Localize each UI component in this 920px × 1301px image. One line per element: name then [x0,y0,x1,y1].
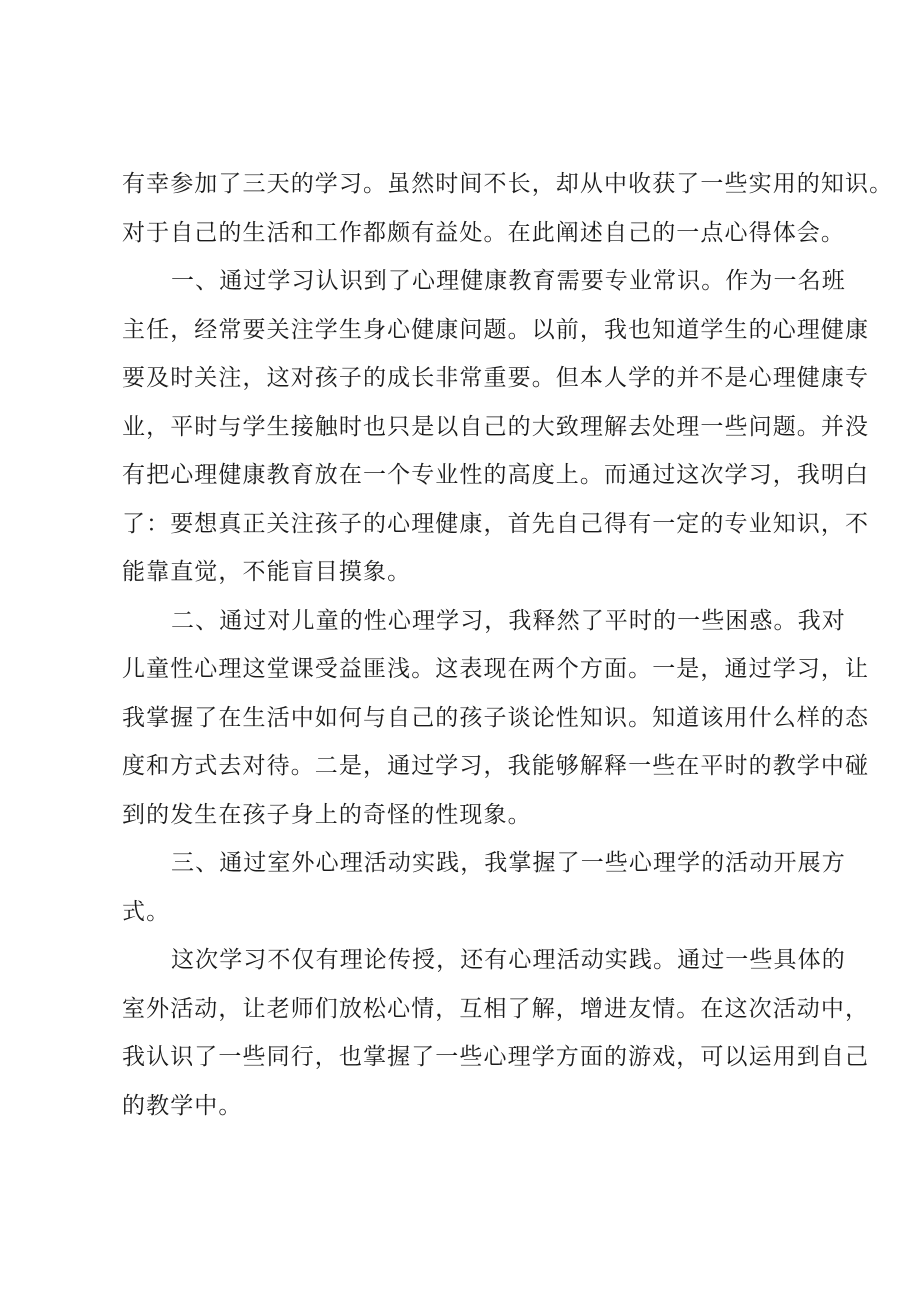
text-line: 式。 [122,898,171,925]
text-line: 二、通过对儿童的性心理学习，我释然了平时的一些困惑。我对 [171,607,846,634]
text-line: 度和方式去对待。二是，通过学习，我能够解释一些在平时的教学中碰 [122,753,870,779]
text-line: 一、通过学习认识到了心理健康教育需要专业常识。作为一名班 [171,268,846,294]
text-line: 到的发生在孩子身上的奇怪的性现象。 [122,801,532,828]
text-line: 主任，经常要关注学生身心健康问题。以前，我也知道学生的心理健康 [122,316,870,343]
text-line: 能靠直觉，不能盲目摸象。 [122,559,412,585]
text-line: 的教学中。 [122,1092,243,1119]
paragraph-point-two [122,597,870,840]
text-line: 三、通过室外心理活动实践，我掌握了一些心理学的活动开展方 [171,850,846,876]
text-line: 要及时关注，这对孩子的成长非常重要。但本人学的并不是心理健康专 [122,365,870,391]
text-line: 我认识了一些同行，也掌握了一些心理学方面的游戏，可以运用到自己 [122,1044,870,1070]
text-line: 我掌握了在生活中如何与自己的孩子谈论性知识。知道该用什么样的态 [122,704,870,731]
paragraph-point-one [122,257,870,597]
text-line: 对于自己的生活和工作都颇有益处。在此阐述自己的一点心得体会。 [122,219,845,246]
text-line: 儿童性心理这堂课受益匪浅。这表现在两个方面。一是，通过学习，让 [122,656,870,682]
text-line: 有把心理健康教育放在一个专业性的高度上。而通过这次学习，我明白 [122,462,870,488]
paragraph-point-three [122,839,846,936]
text-line: 室外活动，让老师们放松心情，互相了解，增进友情。在这次活动中， [122,995,870,1022]
document-body [122,160,894,1130]
text-line: 有幸参加了三天的学习。虽然时间不长，却从中收获了一些实用的知识。 [122,171,894,197]
paragraph-intro [122,160,894,257]
text-line: 业，平时与学生接触时也只是以自己的大致理解去处理一些问题。并没 [122,413,870,440]
text-line: 这次学习不仅有理论传授，还有心理活动实践。通过一些具体的 [171,947,846,973]
text-line: 了：要想真正关注孩子的心理健康，首先自己得有一定的专业知识，不 [122,510,870,537]
paragraph-conclusion [122,936,870,1130]
